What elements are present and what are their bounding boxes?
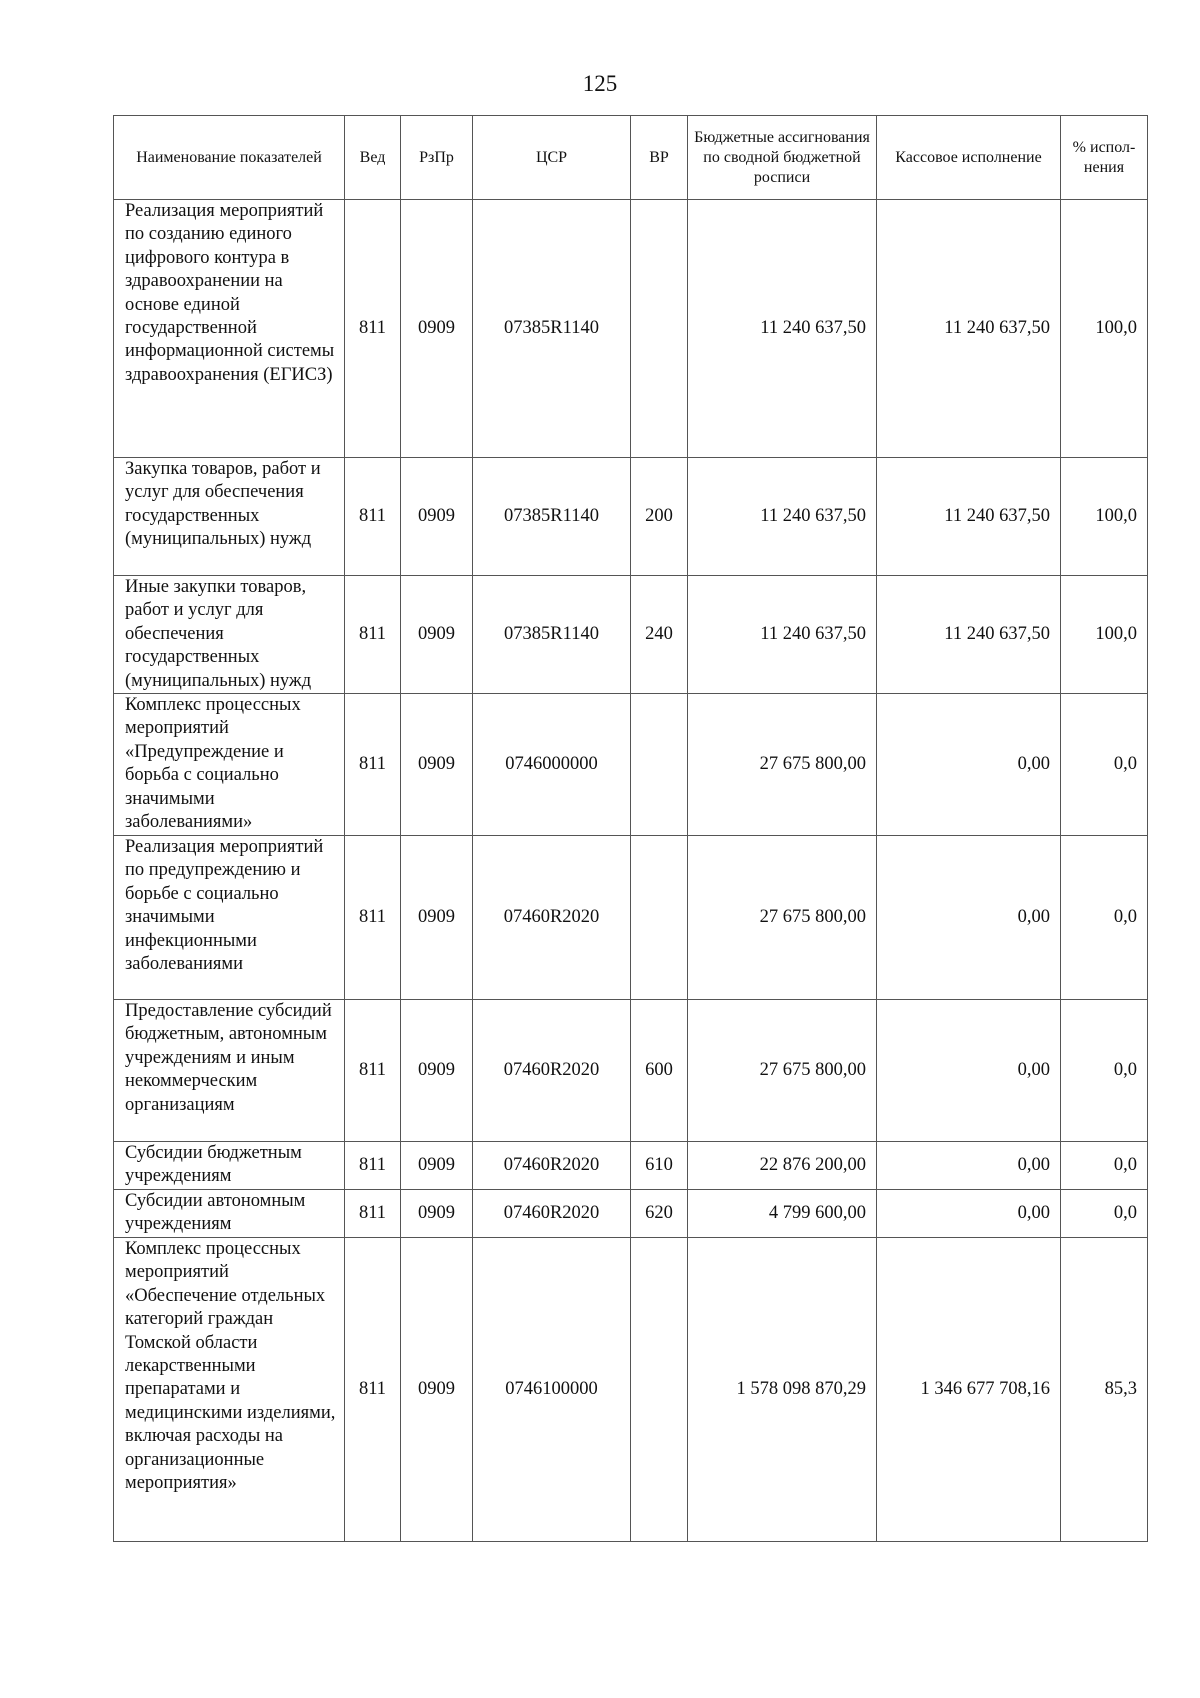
row-percent: 0,0	[1061, 694, 1148, 836]
row-vr: 600	[631, 1000, 688, 1142]
row-budget: 27 675 800,00	[688, 694, 877, 836]
row-percent: 0,0	[1061, 836, 1148, 1000]
row-name: Комплекс процессных мероприятий «Предупреждение и борьба с социально значимыми заболеваниями»	[114, 694, 345, 836]
row-budget: 11 240 637,50	[688, 200, 877, 458]
row-vr: 240	[631, 576, 688, 694]
row-name: Закупка товаров, работ и услуг для обеспечения государственных (муниципальных) нужд	[114, 458, 345, 576]
row-cash: 0,00	[877, 1142, 1061, 1190]
row-ved: 811	[345, 1238, 401, 1542]
row-rzpr: 0909	[401, 1190, 473, 1238]
row-name: Субсидии бюджетным учреждениям	[114, 1142, 345, 1190]
header-percent: % испол-нения	[1061, 116, 1148, 200]
row-name: Иные закупки товаров, работ и услуг для обеспечения государственных (муниципальных) нужд	[114, 576, 345, 694]
row-cash: 0,00	[877, 1190, 1061, 1238]
row-csr: 07385R1140	[473, 458, 631, 576]
header-csr: ЦСР	[473, 116, 631, 200]
row-percent: 0,0	[1061, 1190, 1148, 1238]
row-budget: 22 876 200,00	[688, 1142, 877, 1190]
row-vr	[631, 200, 688, 458]
row-name: Реализация мероприятий по созданию единого цифрового контура в здравоохранении на основе единой государственной информационной системы здравоохранения (ЕГИСЗ)	[114, 200, 345, 458]
row-cash: 1 346 677 708,16	[877, 1238, 1061, 1542]
table-row	[114, 1000, 1148, 1142]
row-name: Реализация мероприятий по предупреждению и борьбе с социально значимыми инфекционными заболеваниями	[114, 836, 345, 1000]
row-cash: 0,00	[877, 1000, 1061, 1142]
row-vr: 200	[631, 458, 688, 576]
row-percent: 85,3	[1061, 1238, 1148, 1542]
row-rzpr: 0909	[401, 836, 473, 1000]
row-rzpr: 0909	[401, 1000, 473, 1142]
header-vr: ВР	[631, 116, 688, 200]
page-number: 125	[582, 71, 618, 96]
row-cash: 11 240 637,50	[877, 458, 1061, 576]
row-rzpr: 0909	[401, 200, 473, 458]
row-vr: 610	[631, 1142, 688, 1190]
table-row	[114, 1238, 1148, 1542]
row-rzpr: 0909	[401, 1142, 473, 1190]
table-row	[114, 458, 1148, 576]
row-budget: 11 240 637,50	[688, 458, 877, 576]
row-vr: 620	[631, 1190, 688, 1238]
table-header-row	[114, 116, 1148, 200]
budget-execution-table	[113, 115, 1148, 1542]
row-csr: 07385R1140	[473, 200, 631, 458]
table-row	[114, 836, 1148, 1000]
row-cash: 0,00	[877, 694, 1061, 836]
row-vr	[631, 1238, 688, 1542]
row-ved: 811	[345, 200, 401, 458]
row-percent: 100,0	[1061, 200, 1148, 458]
row-ved: 811	[345, 694, 401, 836]
row-ved: 811	[345, 1142, 401, 1190]
row-ved: 811	[345, 1190, 401, 1238]
row-ved: 811	[345, 576, 401, 694]
header-ved: Вед	[345, 116, 401, 200]
row-name: Предоставление субсидий бюджетным, автономным учреждениям и иным некоммерческим организациям	[114, 1000, 345, 1142]
row-vr	[631, 694, 688, 836]
row-budget: 11 240 637,50	[688, 576, 877, 694]
table-row	[114, 694, 1148, 836]
row-name: Субсидии автономным учреждениям	[114, 1190, 345, 1238]
row-rzpr: 0909	[401, 576, 473, 694]
row-csr: 07460R2020	[473, 1190, 631, 1238]
row-budget: 27 675 800,00	[688, 836, 877, 1000]
table-row	[114, 576, 1148, 694]
header-rzpr: РзПр	[401, 116, 473, 200]
table-row	[114, 200, 1148, 458]
row-csr: 07460R2020	[473, 836, 631, 1000]
row-csr: 0746100000	[473, 1238, 631, 1542]
table-row	[114, 1142, 1148, 1190]
row-ved: 811	[345, 836, 401, 1000]
header-cash: Кассовое исполнение	[877, 116, 1061, 200]
row-csr: 07460R2020	[473, 1000, 631, 1142]
row-percent: 100,0	[1061, 458, 1148, 576]
row-ved: 811	[345, 458, 401, 576]
row-cash: 0,00	[877, 836, 1061, 1000]
header-name: Наименование показателей	[114, 116, 345, 200]
row-vr	[631, 836, 688, 1000]
row-cash: 11 240 637,50	[877, 200, 1061, 458]
row-csr: 07460R2020	[473, 1142, 631, 1190]
row-percent: 0,0	[1061, 1000, 1148, 1142]
row-rzpr: 0909	[401, 694, 473, 836]
table-row	[114, 1190, 1148, 1238]
row-budget: 4 799 600,00	[688, 1190, 877, 1238]
row-budget: 27 675 800,00	[688, 1000, 877, 1142]
row-percent: 0,0	[1061, 1142, 1148, 1190]
row-rzpr: 0909	[401, 1238, 473, 1542]
row-percent: 100,0	[1061, 576, 1148, 694]
header-budget: Бюджетные ассигнования по сводной бюджетной росписи	[688, 116, 877, 200]
row-rzpr: 0909	[401, 458, 473, 576]
row-cash: 11 240 637,50	[877, 576, 1061, 694]
row-name: Комплекс процессных мероприятий «Обеспечение отдельных категорий граждан Томской области лекарственными препаратами и медицинскими изделиями, включая расходы на организационные мероприятия»	[114, 1238, 345, 1542]
row-budget: 1 578 098 870,29	[688, 1238, 877, 1542]
row-csr: 0746000000	[473, 694, 631, 836]
row-csr: 07385R1140	[473, 576, 631, 694]
row-ved: 811	[345, 1000, 401, 1142]
